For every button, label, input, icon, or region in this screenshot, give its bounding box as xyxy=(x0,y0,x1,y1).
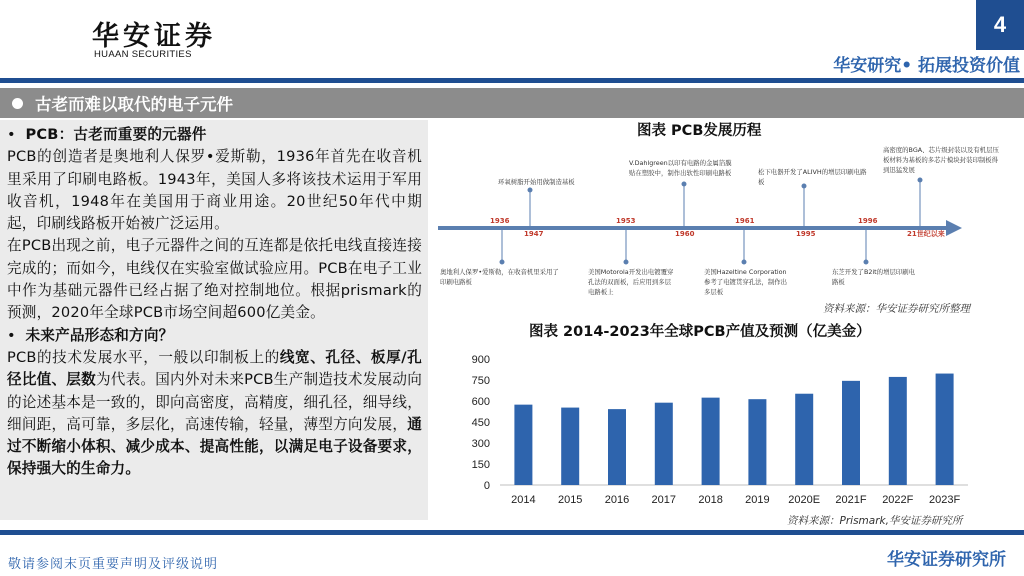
bar-2022F xyxy=(889,377,907,485)
left-text-panel xyxy=(0,120,428,520)
timeline-note-1960: V.Dahlgreen以印有电路的金属箔膜贴在塑胶中，制作出软性印刷电路板 xyxy=(629,159,732,177)
figure-1-source: 资料来源：华安证券研究所整理 xyxy=(823,303,970,315)
logo-chinese: 华安证券 xyxy=(92,21,216,52)
paragraph-3-part-b: 线宽、孔径、板厚/孔径比值、层数 xyxy=(7,348,422,389)
figure-2-title: 图表 2014-2023年全球PCB产值及预测（亿美金） xyxy=(529,324,871,340)
y-tick-label: 750 xyxy=(471,375,490,387)
x-tick-label: 2016 xyxy=(604,494,630,506)
bar-2020E xyxy=(795,394,813,485)
bullet-heading-1-text: PCB：古老而重要的元器件 xyxy=(25,126,207,143)
section-header xyxy=(0,88,1024,118)
bar-2016 xyxy=(608,409,626,485)
paragraph-1: PCB的创造者是奥地利人保罗•爱斯勒，1936年首先在收音机里采用了印刷电路板。1943年，美国人多将该技术运用于军用收音机，1948年在美国用于商业用途。20世纪50年代中期起，印刷线路板开始被广泛运用。 xyxy=(7,148,422,233)
timeline-year-1953: 1953 xyxy=(616,217,636,225)
timeline-note-1947: 环氧树脂开始用做制造基板 xyxy=(498,178,575,186)
x-tick-label: 2014 xyxy=(511,494,536,506)
footer-organization: 华安证券研究所 xyxy=(887,550,1006,570)
x-tick-label: 2018 xyxy=(698,494,723,506)
timeline-note-1953: 美国Motorola开发出电镀覆穿孔法的双面板，后应用到多层电路板上 xyxy=(588,268,674,296)
bar-2017 xyxy=(655,403,673,485)
brand-tagline: 华安研究• 拓展投资价值 xyxy=(833,56,1020,76)
timeline-note-1995: 松下电器开发了ALIVH的增层印刷电路板 xyxy=(758,168,867,186)
timeline-note-21c: 高密度的BGA、芯片级封装以及有机层压板材料为基板的多芯片模块封装印制板得到迅猛发展 xyxy=(883,146,999,174)
timeline-year-1995: 1995 xyxy=(796,230,816,238)
timeline-year-1961: 1961 xyxy=(735,217,755,225)
y-tick-label: 0 xyxy=(483,480,490,492)
paragraph-3-part-c: 为代表。国内外对未来PCB生产制造技术发展动向的论述基本是一致的，即向高密度，高精度，细孔径，细导线，细间距，高可靠，多层化，高速传输，轻量，薄型方向发展， xyxy=(7,371,422,433)
bar-2023F xyxy=(936,374,954,485)
x-tick-label: 2019 xyxy=(745,494,770,506)
bar-2015 xyxy=(561,408,579,485)
timeline-note-1961: 美国Hazeltine Corporation参考了电镀贯穿孔法，制作出多层板 xyxy=(704,268,788,296)
y-tick-label: 600 xyxy=(471,396,490,408)
timeline-year-1947: 1947 xyxy=(524,230,544,238)
section-title: 古老而难以取代的电子元件 xyxy=(35,95,233,114)
figure-1-title: 图表 PCB发展历程 xyxy=(637,123,762,139)
bar-2021F xyxy=(842,381,860,485)
x-tick-label: 2023F xyxy=(928,494,961,506)
timeline-year-1936: 1936 xyxy=(490,217,510,225)
bar-2019 xyxy=(748,399,766,485)
paragraph-2: 在PCB出现之前，电子元器件之间的互连都是依托电线直接连接完成的；而如今，电线仅在实验室做试验应用。PCB在电子工业中作为基础元器件已经占据了绝对控制地位。根据prismark的预测，2020年全球PCB市场空间超600亿美金。 xyxy=(7,237,422,322)
timeline-note-1936: 奥地利人保罗•爱斯勒，在收音机里采用了印刷电路板 xyxy=(440,268,559,286)
x-tick-label: 2021F xyxy=(835,494,867,506)
timeline-arrow-icon xyxy=(946,220,962,236)
x-tick-label: 2022F xyxy=(882,494,914,506)
bullet-icon: • xyxy=(7,326,26,344)
bullet-heading-2 xyxy=(7,325,422,347)
y-tick-label: 300 xyxy=(471,438,490,450)
bottom-divider xyxy=(0,530,1024,535)
footer-disclaimer: 敬请参阅末页重要声明及评级说明 xyxy=(8,557,219,572)
y-tick-label: 900 xyxy=(471,354,490,366)
timeline-year-1960: 1960 xyxy=(675,230,695,238)
logo-english: HUAAN SECURITIES xyxy=(94,49,192,60)
timeline-year-21c: 21世纪以来 xyxy=(907,230,945,238)
bar-2014 xyxy=(514,405,532,485)
top-divider xyxy=(0,78,1024,83)
timeline-year-1996: 1996 xyxy=(858,217,878,225)
bullet-heading-1 xyxy=(7,124,422,146)
bar-2018 xyxy=(702,398,720,485)
timeline-note-1996: 东芝开发了B2it的增层印刷电路板 xyxy=(832,268,916,286)
bullet-icon: • xyxy=(7,126,26,143)
y-tick-label: 150 xyxy=(471,459,490,471)
x-tick-label: 2017 xyxy=(651,494,677,506)
page-number: 4 xyxy=(976,0,1024,50)
paragraph-3-part-d: 通过不断缩小体积、减少成本、提高性能，以满足电子设备要求，保持强大的生命力。 xyxy=(7,415,422,478)
x-tick-label: 2015 xyxy=(557,494,583,506)
paragraph-3-part-a: PCB的技术发展水平，一般以印制板上的 xyxy=(7,348,280,366)
x-tick-label: 2020E xyxy=(788,494,821,506)
bullet-dot-icon xyxy=(12,98,23,109)
paragraph-3 xyxy=(7,347,422,481)
pcb-output-bar-chart xyxy=(440,345,980,513)
bullet-heading-2-text: 未来产品形态和方向？ xyxy=(25,326,174,344)
y-tick-label: 450 xyxy=(471,417,490,429)
figure-2-source: 资料来源：Prismark,华安证券研究所 xyxy=(787,515,963,527)
